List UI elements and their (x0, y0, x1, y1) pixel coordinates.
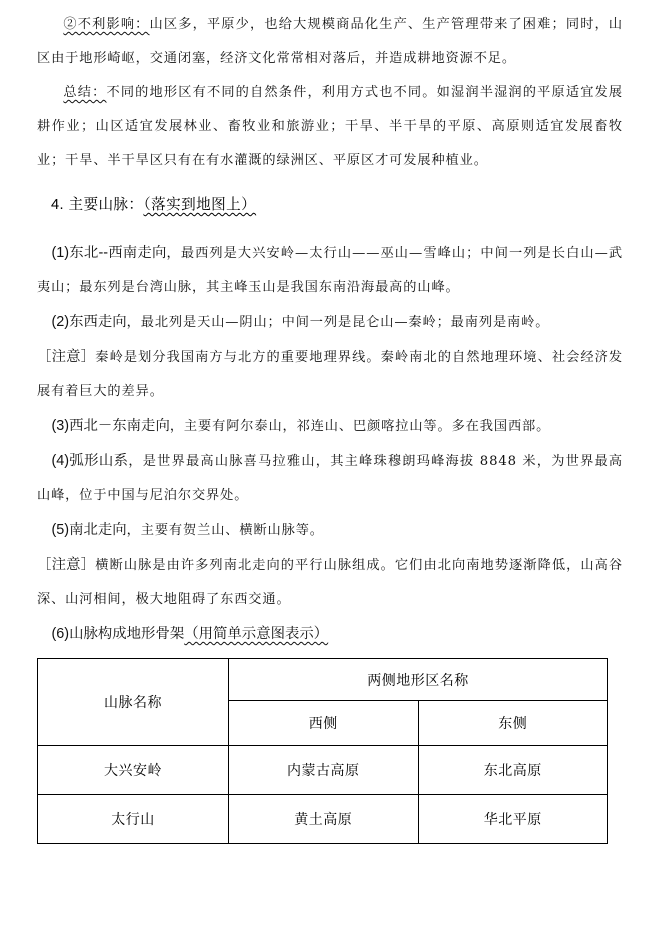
paragraph-unfavorable-effects-body: 山区多，平原少，也给大规模商品化生产、生产管理带来了困难；同时，山区由于地形崎岖，交通闭塞，经济文化常常相对落后，并造成耕地资源不足。 (37, 17, 623, 66)
list-item-3-label: (3)西北－东南走向 (51, 418, 170, 434)
notice-1 (37, 340, 623, 409)
list-item-2 (37, 305, 623, 340)
paragraph-summary (37, 76, 623, 178)
notice-2-body: 横断山脉是由许多列南北走向的平行山脉组成。它们由北向南地势逐渐降低，山高谷深、山河相间，极大地阻碍了东西交通。 (37, 558, 623, 607)
list-item-5-body: ，主要有贺兰山、横断山脉等。 (126, 523, 324, 538)
table-cell-east: 东北高原 (418, 746, 608, 795)
section-title: 主要山脉： (68, 197, 144, 213)
list-item-6-label: (6)山脉构成地形骨架 (51, 626, 185, 642)
paragraph-summary-label: 总结： (63, 85, 107, 100)
list-item-3-body: ，主要有阿尔泰山，祁连山、巴颜喀拉山等。多在我国西部。 (169, 419, 551, 434)
spacer (37, 222, 623, 236)
notice-2-label: ［注意］ (37, 557, 96, 573)
table-header-range-name: 山脉名称 (38, 659, 229, 746)
notice-1-label: ［注意］ (37, 349, 96, 365)
list-item-5 (37, 513, 623, 548)
table-row (38, 746, 608, 795)
table-header-group-both-sides: 两侧地形区名称 (229, 659, 608, 701)
list-item-1-body: ，最西列是大兴安岭—太行山——巫山—雪峰山；中间一列是长白山—武夷山；最东列是台湾山脉，其主峰玉山是我国东南沿海最高的山峰。 (37, 246, 623, 295)
list-item-4-body: ，是世界最高山脉喜马拉雅山，其主峰珠穆朗玛峰海拔 8848 米，为世界最高山峰，位于中国与尼泊尔交界处。 (37, 454, 623, 503)
table-container (37, 658, 623, 844)
spacer (37, 178, 623, 188)
section-note: （落实到地图上） (143, 197, 257, 213)
list-item-2-label: (2)东西走向 (51, 314, 127, 330)
section-number: 4. (51, 197, 64, 213)
list-item-1 (37, 236, 623, 305)
table-header-west-side: 西侧 (229, 701, 419, 746)
notice-1-body: 秦岭是划分我国南方与北方的重要地理界线。秦岭南北的自然地理环境、社会经济发展有着巨大的差异。 (37, 350, 623, 399)
list-item-6 (37, 617, 623, 652)
list-item-4 (37, 444, 623, 513)
table-cell-range-name: 太行山 (38, 795, 229, 844)
notice-2 (37, 548, 623, 617)
paragraph-unfavorable-effects (37, 8, 623, 76)
paragraph-unfavorable-effects-label: ②不利影响： (63, 17, 150, 32)
table-cell-west: 黄土高原 (229, 795, 419, 844)
table-header-east-side: 东侧 (418, 701, 608, 746)
list-item-3 (37, 409, 623, 444)
table-cell-east: 华北平原 (418, 795, 608, 844)
table-header-row-top (38, 659, 608, 701)
section-heading-main-mountain-ranges (37, 188, 623, 222)
list-item-2-body: ，最北列是天山—阴山；中间一列是昆仑山—秦岭；最南列是南岭。 (126, 315, 550, 330)
mountain-ranges-table (37, 658, 608, 844)
table-row (38, 795, 608, 844)
list-item-1-label: (1)东北--西南走向 (51, 245, 167, 261)
list-item-6-note: （用简单示意图表示） (184, 626, 329, 642)
table-cell-range-name: 大兴安岭 (38, 746, 229, 795)
list-item-4-label: (4)弧形山系 (51, 453, 129, 469)
paragraph-summary-body: 不同的地形区有不同的自然条件，利用方式也不同。如湿润半湿润的平原适宜发展耕作业；山区适宜发展林业、畜牧业和旅游业；干旱、半干旱的平原、高原则适宜发展畜牧业；干旱、半干旱区只有在有水灌溉的绿洲区、平原区才可发展种植业。 (37, 85, 623, 168)
table-cell-west: 内蒙古高原 (229, 746, 419, 795)
list-item-5-label: (5)南北走向 (51, 522, 127, 538)
